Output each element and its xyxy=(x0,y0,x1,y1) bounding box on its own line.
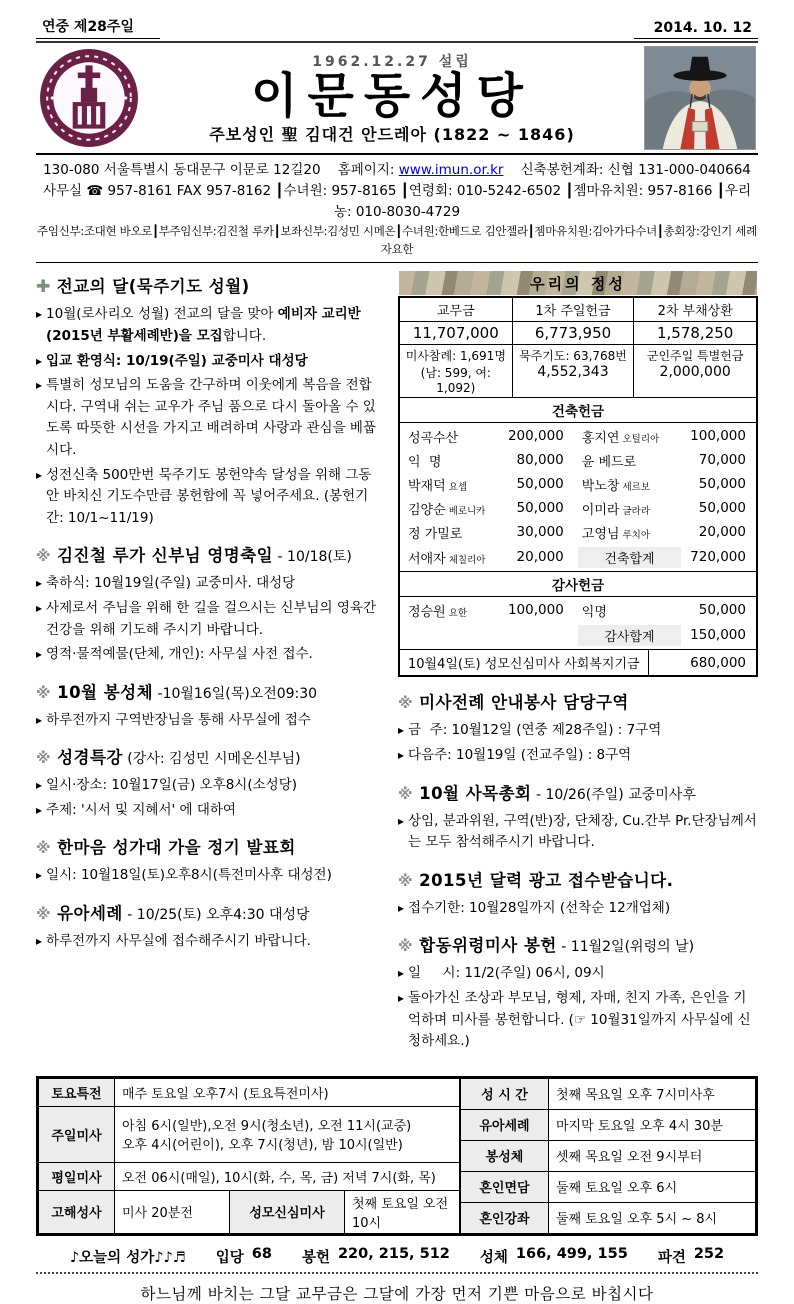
donor-name xyxy=(574,427,685,446)
bullet-text: 금 주: 10월12일 (연중 제28주일) : 7구역 xyxy=(408,722,662,739)
donor: 이미라 xyxy=(581,502,620,518)
section-mark-icon: ※ xyxy=(36,683,52,702)
bullet-item xyxy=(398,720,758,742)
section-title: 김진철 루가 신부님 영명축일 xyxy=(57,546,274,566)
church-name-title: 이문동성당 xyxy=(251,68,533,125)
bullet-text: 일시·장소: 10월17일(금) 오후8시(소성당) xyxy=(46,777,297,794)
section-title: 한마음 성가대 가을 정기 발표회 xyxy=(57,838,296,858)
schedule-label: 봉성체 xyxy=(461,1140,549,1171)
section-mark-icon: ※ xyxy=(36,905,52,924)
schedule-label: 성모신심미사 xyxy=(230,1190,345,1233)
table-row xyxy=(39,1106,460,1162)
bullet-icon: ▸ xyxy=(36,778,43,793)
bullet-icon: ▸ xyxy=(398,723,405,738)
donation-row xyxy=(400,424,756,448)
donor: 박재덕 xyxy=(408,478,446,494)
baptismal-name: 요셉 xyxy=(448,481,468,493)
bullet-text: 사제로서 주님을 위해 한 길을 걸으시는 신부님의 영육간 건강을 위해 기도해 주시기 바랍니다. xyxy=(46,599,381,638)
bullet-text: 특별히 성모님의 도움을 간구하며 이웃에게 복음을 전합시다. 구역내 쉬는 교우가 주님 품으로 다시 돌아올 수 있도록 따뜻한 시선을 가지고 배려하며 사랑과 관심을 베풉시다. xyxy=(46,377,377,458)
donor: 윤 베드로 xyxy=(581,454,637,470)
baptismal-name: 세르보 xyxy=(622,481,650,493)
hymn-entry xyxy=(302,1246,450,1267)
rosary-count: 묵주기도: 63,768번 xyxy=(519,349,627,364)
section-heading xyxy=(36,273,384,297)
section-mark-icon: ※ xyxy=(36,749,52,768)
donor: 익 명 xyxy=(408,454,442,470)
section-choir-concert xyxy=(36,834,384,887)
donor-name xyxy=(574,499,685,518)
hymn-label: 파견 xyxy=(657,1249,686,1266)
offering-summary-headers xyxy=(400,298,756,322)
established-date: 1962.12.27 설립 xyxy=(312,54,472,71)
bullet-text: 상임, 분과위원, 구역(반)장, 단체장, Cu.간부 Pr.단장님께서는 모두 참석해주시기 바랍니다. xyxy=(408,812,757,851)
donation-amount: 50,000 xyxy=(516,500,564,517)
liturgical-week-label: 연중 제28주일 xyxy=(36,16,160,39)
hymn-number: 68 xyxy=(251,1245,272,1262)
bullet-text: 일 시: 11/2(주일) 06시, 09시 xyxy=(408,965,605,982)
section-heading xyxy=(398,689,758,713)
bullet-text: 일시: 10월18일(토)오후8시(특전미사후 대성전) xyxy=(46,867,332,884)
bullet-icon: ▸ xyxy=(36,934,43,949)
military-offering-label: 군인주일 특별헌금 xyxy=(646,349,744,364)
bullet-icon: ▸ xyxy=(398,900,405,915)
donation-row xyxy=(400,520,756,544)
closing-message: 하느님께 바치는 그달 교무금은 그달에 가장 먼저 기쁜 마음으로 바칩시다 xyxy=(140,1284,654,1303)
offering-col-value: 6,773,950 xyxy=(513,322,635,345)
contact-line-2: 사무실 ☎ 957-8161 FAX 957-8162 ┃수녀원: 957-8165 ┃연령회: 010-5242-6502 ┃젬마유치원: 957-8166 ┃우리농: 010-8030-4729 xyxy=(42,182,752,220)
bullet-item xyxy=(36,351,384,373)
table-row xyxy=(461,1202,756,1233)
donation-amount: 50,000 xyxy=(698,476,746,493)
section-memorial-mass xyxy=(398,932,758,1052)
bullet-item xyxy=(36,931,384,953)
bullet-icon: ▸ xyxy=(36,712,43,727)
donor-name xyxy=(574,601,685,620)
bullet-icon: ▸ xyxy=(398,990,405,1005)
bullet-icon: ▸ xyxy=(36,647,43,662)
bullet-item xyxy=(36,710,384,732)
section-feast-day xyxy=(36,542,384,665)
contact-block xyxy=(36,155,758,262)
donor: 성곡수산 xyxy=(408,430,459,446)
staff-line: 주임신부:조대현 바오로┃부주임신부:김진철 루카┃보좌신부:김성민 시메온┃수녀원:한베드로 김안젤라┃젬마유치원:김아가다수녀┃총회장:강인기 세례자요한 xyxy=(37,223,757,256)
bullet-item xyxy=(398,898,758,920)
issue-date: 2014. 10. 12 xyxy=(634,20,758,39)
bullet-item xyxy=(36,644,384,666)
bullet-item xyxy=(398,988,758,1053)
bullet-text: 성전신축 500만번 묵주기도 봉헌약속 달성을 위해 그동안 바치신 기도수만큼 봉헌함에 꼭 넣어주세요. (봉헌기간: 10/1~11/19) xyxy=(46,466,372,526)
bullet-item xyxy=(36,775,384,797)
section-heading xyxy=(36,679,384,703)
schedule-value: 마지막 토요일 오후 4시 30분 xyxy=(549,1109,756,1140)
table-row xyxy=(461,1078,756,1109)
masthead xyxy=(36,43,758,153)
offering-table xyxy=(398,296,758,677)
bullet-icon: ▸ xyxy=(36,378,43,393)
cross-icon: ✚ xyxy=(36,277,51,298)
construction-total-label: 건축합계 xyxy=(578,547,681,568)
donation-row xyxy=(400,598,756,622)
donation-amount: 80,000 xyxy=(516,452,564,469)
schedule-value-line: 오후 4시(어린이), 오후 7시(청년), 밤 10시(일반) xyxy=(122,1138,403,1154)
bullet-item xyxy=(36,800,384,822)
bullet-icon: ▸ xyxy=(36,467,43,482)
bullet-text: 입교 환영식: 10/19(주일) 교중미사 대성당 xyxy=(46,352,308,369)
bullet-text: 영적·물적예물(단체, 개인): 사무실 사전 접수. xyxy=(46,646,313,663)
schedule-value: 첫째 목요일 오후 7시미사후 xyxy=(549,1078,756,1109)
schedule-left-table xyxy=(38,1078,460,1234)
bullet-icon: ▸ xyxy=(398,966,405,981)
section-title: 미사전례 안내봉사 담당구역 xyxy=(419,693,629,713)
schedule-label: 고해성사 xyxy=(39,1190,115,1233)
hymn-entry xyxy=(658,1246,724,1267)
table-row xyxy=(461,1171,756,1202)
schedule-value xyxy=(115,1106,460,1162)
right-column xyxy=(398,271,758,1065)
schedule-label: 혼인면담 xyxy=(461,1171,549,1202)
schedule-label: 유아세례 xyxy=(461,1109,549,1140)
bullet-text-bold: 예비자 교리반(2015년 부활세례반)을 모집 xyxy=(46,306,361,344)
baptismal-name: 루치아 xyxy=(622,529,650,541)
bullet-text: 하루전까지 구역반장님을 통해 사무실에 접수 xyxy=(46,711,311,728)
donation-row xyxy=(400,496,756,520)
schedule-value: 오전 06시(매일), 10시(화, 수, 목, 금) 저녁 7시(화, 목) xyxy=(115,1162,460,1190)
donation-amount: 30,000 xyxy=(516,524,564,541)
schedule-label: 혼인강좌 xyxy=(461,1202,549,1233)
section-heading xyxy=(398,932,758,956)
hymn-label: 성체 xyxy=(479,1249,508,1266)
donation-total-row xyxy=(400,544,756,570)
offering-col-value: 11,707,000 xyxy=(400,322,513,345)
schedule-label: 평일미사 xyxy=(39,1162,115,1190)
bullet-icon: ▸ xyxy=(36,576,43,591)
schedule-right-table xyxy=(460,1078,756,1234)
section-subtitle: (강사: 김성민 시메온신부님) xyxy=(122,751,301,768)
bullet-item xyxy=(398,811,758,854)
donor-name xyxy=(400,601,508,620)
contact-divider xyxy=(36,262,758,263)
bullet-text-plain: 10월(로사리오 성월) 전교의 달을 맞아 xyxy=(46,306,278,323)
bullet-item xyxy=(36,573,384,595)
hymn-number: 166, 499, 155 xyxy=(515,1245,628,1262)
bullet-icon: ▸ xyxy=(36,353,43,368)
rosary-cell xyxy=(513,345,635,398)
bullet-item xyxy=(36,598,384,641)
donation-amount: 50,000 xyxy=(698,500,746,517)
section-subtitle: - 11월2일(위령의 날) xyxy=(556,939,695,956)
baptismal-name: 체칠리아 xyxy=(448,554,486,566)
bullet-text xyxy=(46,304,384,347)
section-title: 성경특강 xyxy=(57,748,123,768)
offering-col-header: 2차 부채상환 xyxy=(634,298,756,322)
hymn-numbers-line xyxy=(36,1236,758,1274)
schedule-value: 매주 토요일 오후7시 (토요특전미사) xyxy=(115,1078,460,1106)
section-pastoral-assembly xyxy=(398,780,758,854)
baptismal-name: 요한 xyxy=(448,607,468,619)
bullet-icon: ▸ xyxy=(398,813,405,828)
schedule-value-line: 아침 6시(일반),오전 9시(청소년), 오전 11시(교중) xyxy=(122,1119,412,1135)
bullet-icon: ▸ xyxy=(36,802,43,817)
section-title: 전교의 달(묵주기도 성월) xyxy=(56,277,250,297)
section-title: 10월 봉성체 xyxy=(57,682,154,702)
donor-name xyxy=(400,548,508,567)
donation-row xyxy=(400,472,756,496)
section-subtitle: - 10/26(주일) 교중미사후 xyxy=(531,786,696,803)
bullet-icon: ▸ xyxy=(36,868,43,883)
section-heading xyxy=(398,780,758,804)
masthead-center xyxy=(148,51,636,144)
donation-amount: 100,000 xyxy=(690,428,746,445)
section-title: 2015년 달력 광고 접수받습니다. xyxy=(419,870,674,890)
construction-offering-rows xyxy=(400,423,756,571)
schedule-value: 셋째 목요일 오전 9시부터 xyxy=(549,1140,756,1171)
baptismal-name: 오틸리아 xyxy=(622,433,660,445)
donation-amount: 70,000 xyxy=(698,452,746,469)
mass-attendance-cell xyxy=(400,345,513,398)
attendance-total: 미사참례: 1,691명 xyxy=(405,349,506,364)
donation-amount: 200,000 xyxy=(507,428,564,445)
bullet-text: 다음주: 10월19일 (전교주일) : 8구역 xyxy=(408,746,632,763)
donor: 익명 xyxy=(581,604,607,620)
table-row xyxy=(39,1190,460,1233)
section-bible-lecture xyxy=(36,744,384,821)
schedule-value: 둘째 토요일 오후 5시 ~ 8시 xyxy=(549,1202,756,1233)
schedule-value: 미사 20분전 xyxy=(115,1190,230,1233)
bullet-icon: ▸ xyxy=(36,600,43,615)
section-subtitle: - 10/18(토) xyxy=(273,549,352,566)
section-subtitle: - 10/25(토) 오후4:30 대성당 xyxy=(122,907,310,924)
bullet-icon: ▸ xyxy=(36,307,43,322)
bullet-text: 돌아가신 조상과 부모님, 형제, 자매, 친지 가족, 은인을 기억하며 미사를 봉헌합니다. (☞ 10월31일까지 사무실에 신청하세요.) xyxy=(408,989,751,1050)
table-row xyxy=(461,1140,756,1171)
donor-name xyxy=(574,475,685,494)
donor: 서애자 xyxy=(408,551,446,567)
donor-name xyxy=(400,499,508,518)
donation-total-row xyxy=(400,622,756,648)
donation-account: 신축봉헌계좌: 신협 131-000-040664 xyxy=(520,162,751,178)
baptismal-name: 베로니카 xyxy=(448,505,486,517)
donor: 홍지연 xyxy=(581,430,620,446)
donation-amount: 50,000 xyxy=(516,476,564,493)
section-heading xyxy=(36,900,384,924)
thanksgiving-offering-title: 감사헌금 xyxy=(400,571,756,597)
donation-amount: 100,000 xyxy=(507,602,564,619)
section-title: 10월 사목총회 xyxy=(419,783,532,803)
bullet-item xyxy=(398,963,758,985)
schedule-value: 첫째 토요일 오전10시 xyxy=(345,1190,460,1233)
donor-name xyxy=(400,427,508,446)
hymn-entry xyxy=(216,1246,272,1267)
hymn-number: 252 xyxy=(693,1245,725,1262)
construction-total-amount: 720,000 xyxy=(690,549,746,566)
donor: 박노창 xyxy=(581,478,620,494)
donor: 정 가밀로 xyxy=(408,526,463,542)
left-column xyxy=(36,271,384,1065)
section-usher-zones xyxy=(398,689,758,766)
section-title: 유아세례 xyxy=(57,904,123,924)
schedule-label: 주일미사 xyxy=(39,1106,115,1162)
section-subtitle: -10월16일(목)오전09:30 xyxy=(153,685,318,702)
hymn-label: 봉헌 xyxy=(301,1249,330,1266)
donor-name xyxy=(574,523,685,542)
bullet-item xyxy=(36,304,384,347)
attendance-split: (남: 599, 여: 1,092) xyxy=(420,366,491,396)
schedule-value: 둘째 토요일 오후 6시 xyxy=(549,1171,756,1202)
bullet-item xyxy=(36,865,384,887)
section-infant-baptism xyxy=(36,900,384,953)
section-mark-icon: ※ xyxy=(398,871,414,890)
section-heading xyxy=(36,542,384,566)
hymn-notes-icon: ♪오늘의 성가♪♪♬ xyxy=(69,1249,186,1266)
donation-row xyxy=(400,448,756,472)
offering-summary-values xyxy=(400,322,756,345)
contact-line-1 xyxy=(36,160,758,181)
hymn-label: 입당 xyxy=(215,1249,244,1266)
thanksgiving-offering-rows xyxy=(400,597,756,649)
donor: 정승원 xyxy=(408,604,446,620)
section-heading xyxy=(36,834,384,858)
section-mark-icon: ※ xyxy=(398,937,414,956)
section-heading xyxy=(36,744,384,768)
offering-col-header: 교무금 xyxy=(400,298,513,322)
section-mark-icon: ※ xyxy=(36,839,52,858)
patron-portrait xyxy=(644,46,756,150)
bullet-item xyxy=(398,745,758,767)
baptismal-name: 글라라 xyxy=(622,505,650,517)
hymn-entry xyxy=(480,1246,628,1267)
church-seal-logo xyxy=(38,47,140,149)
offering-col-header: 1차 주일헌금 xyxy=(513,298,635,322)
offering-col-value: 1,578,250 xyxy=(634,322,756,345)
offering-banner: 우리의 정성 xyxy=(399,271,757,295)
bullet-text: 축하식: 10월19일(주일) 교중미사. 대성당 xyxy=(46,575,296,592)
hymn-number: 220, 215, 512 xyxy=(337,1245,450,1262)
bullet-text: 하루전까지 사무실에 접수해주시기 바랍니다. xyxy=(46,933,311,950)
donor-name xyxy=(400,475,508,494)
welfare-fund-row xyxy=(400,649,756,675)
thanksgiving-total-amount: 150,000 xyxy=(690,627,746,644)
section-mark-icon: ※ xyxy=(398,784,414,803)
schedule-label: 성 시 간 xyxy=(461,1078,549,1109)
military-offering-amount: 2,000,000 xyxy=(659,364,731,381)
section-calendar-ads xyxy=(398,867,758,920)
bullet-text: 주제: '시서 및 지혜서' 에 대하여 xyxy=(46,801,236,818)
top-bar xyxy=(36,16,758,39)
mass-schedule-table xyxy=(36,1076,758,1236)
section-communion-visit xyxy=(36,679,384,732)
section-title: 합동위령미사 봉헌 xyxy=(419,936,557,956)
donation-amount: 50,000 xyxy=(698,602,746,619)
section-mission-month xyxy=(36,273,384,529)
section-mark-icon: ※ xyxy=(36,547,52,566)
donor: 고영님 xyxy=(581,526,620,542)
section-mark-icon: ※ xyxy=(398,694,414,713)
donor: 김양순 xyxy=(408,502,446,518)
homepage-link[interactable]: www.imun.or.kr xyxy=(398,162,504,178)
welfare-fund-label: 10월4일(토) 성모신심미사 사회복지기금 xyxy=(408,657,640,673)
bullet-icon: ▸ xyxy=(398,747,405,762)
military-offering-cell xyxy=(634,345,756,398)
table-row xyxy=(461,1109,756,1140)
donor-name xyxy=(400,451,508,470)
address-text: 130-080 서울특별시 동대문구 이문로 12길20 xyxy=(43,162,321,178)
section-heading xyxy=(398,867,758,891)
bullet-text: 접수기한: 10월28일까지 (선착순 12개업체) xyxy=(408,899,671,916)
donation-amount: 20,000 xyxy=(516,549,564,566)
bullet-item xyxy=(36,375,384,461)
bullet-item xyxy=(36,465,384,530)
rosary-amount: 4,552,343 xyxy=(537,364,609,381)
construction-offering-title: 건축헌금 xyxy=(400,398,756,423)
table-row xyxy=(39,1078,460,1106)
donation-amount: 20,000 xyxy=(698,524,746,541)
bullet-text-tail: 합니다. xyxy=(222,327,267,344)
table-row xyxy=(39,1162,460,1190)
donor-name xyxy=(400,523,508,542)
schedule-label: 토요특전 xyxy=(39,1078,115,1106)
thanksgiving-total-label: 감사합계 xyxy=(578,625,681,646)
donor-name xyxy=(574,451,685,470)
welfare-fund-amount: 680,000 xyxy=(648,650,756,675)
patron-saint-line: 주보성인 聖 김대건 안드레아 (1822 ~ 1846) xyxy=(209,124,575,144)
body-columns xyxy=(36,271,758,1065)
homepage-label: 홈페이지: xyxy=(337,162,395,178)
offering-secondary-row xyxy=(400,345,756,398)
